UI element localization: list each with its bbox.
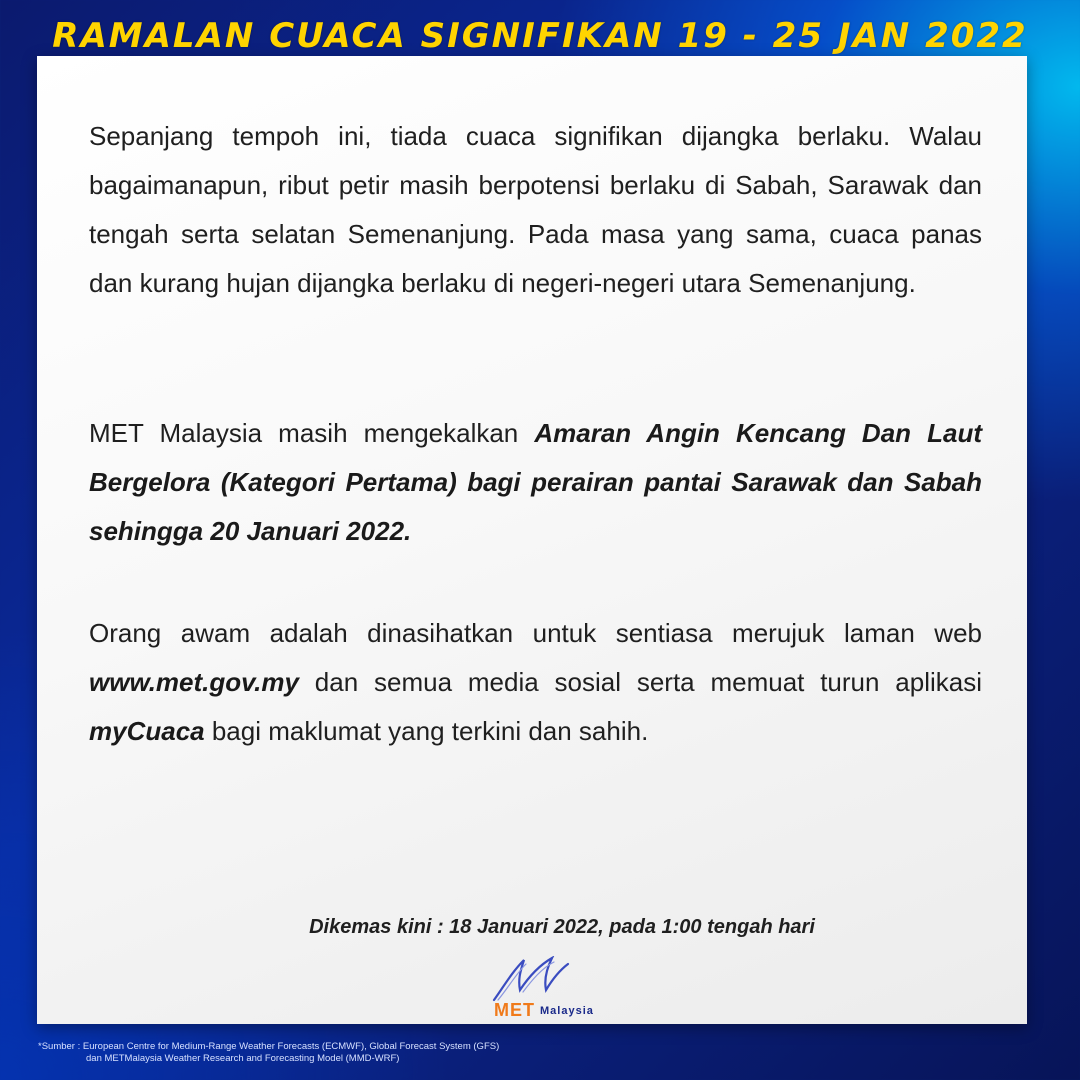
logo-malaysia-text: Malaysia — [540, 1005, 594, 1017]
warning-prefix: MET Malaysia masih mengekalkan — [89, 418, 535, 448]
source-line-2: dan METMalaysia Weather Research and Forecasting Model (MMD-WRF) — [86, 1053, 400, 1064]
paragraph-advisory — [89, 609, 982, 756]
content-card — [37, 56, 1027, 1024]
met-malaysia-logo — [482, 956, 622, 1018]
website-link[interactable]: www.met.gov.my — [89, 667, 299, 697]
source-footnote — [38, 1041, 499, 1065]
advisory-text-2: dan semua media sosial serta memuat turun aplikasi — [298, 667, 982, 697]
met-swoosh-icon — [490, 956, 570, 1002]
updated-timestamp: Dikemas kini : 18 Januari 2022, pada 1:00 tengah hari — [309, 916, 815, 938]
advisory-text-1: Orang awam adalah dinasihatkan untuk sentiasa merujuk laman web — [89, 618, 982, 648]
app-name: myCuaca — [89, 716, 205, 746]
paragraph-warning — [89, 409, 982, 556]
paragraph-forecast: Sepanjang tempoh ini, tiada cuaca signifikan dijangka berlaku. Walau bagaimanapun, ribut petir masih berpotensi berlaku di Sabah, Sarawak dan tengah serta selatan Semenanjung. Pada masa yang sama, cuaca panas dan kurang hujan dijangka berlaku di negeri-negeri utara Semenanjung. — [89, 121, 982, 298]
advisory-text-3: bagi maklumat yang terkini dan sahih. — [204, 716, 649, 746]
warning-emphasis: Amaran Angin Kencang Dan Laut Bergelora (Kategori Pertama) bagi perairan pantai Sarawak dan Sabah sehingga 20 Januari 2022. — [89, 418, 982, 546]
source-line-1: *Sumber : European Centre for Medium-Range Weather Forecasts (ECMWF), Global Forecast System (GFS) — [38, 1041, 500, 1052]
logo-met-text: MET — [494, 1000, 535, 1020]
page-title: RAMALAN CUACA SIGNIFIKAN 19 - 25 JAN 2022 — [52, 16, 1028, 56]
